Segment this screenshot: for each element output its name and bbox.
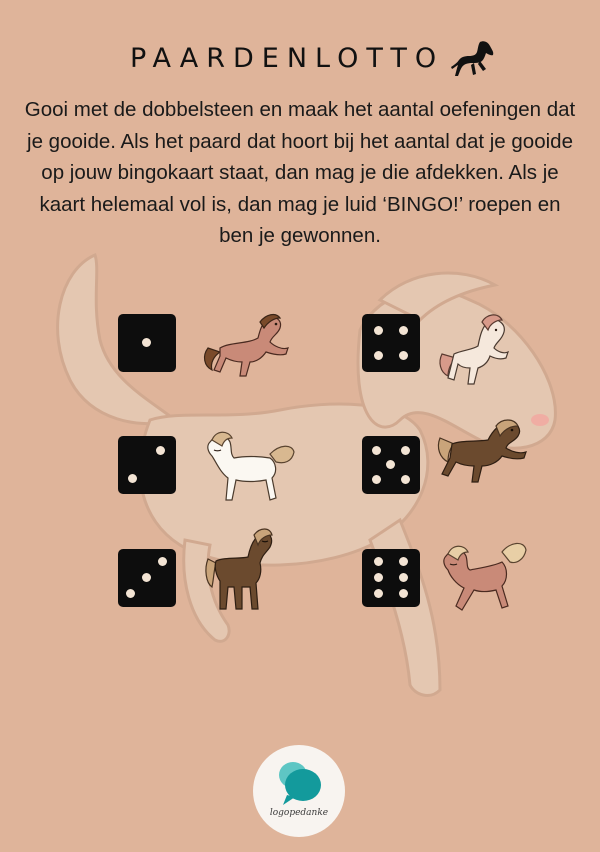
logo-text: logopedanke: [269, 808, 329, 818]
die-pip: [156, 446, 165, 455]
title-row: [130, 38, 496, 78]
die-pip: [399, 557, 408, 566]
die-pip: [126, 589, 135, 598]
page-title: PAARDENLOTTO: [130, 42, 445, 74]
die-pip: [142, 573, 151, 582]
horse-illustration-cream: [436, 310, 512, 390]
die-six: [362, 549, 420, 607]
die-pip: [372, 446, 381, 455]
die-pip: [374, 326, 383, 335]
die-pip: [386, 460, 395, 469]
die-pip: [374, 573, 383, 582]
die-pip: [399, 573, 408, 582]
die-pip: [401, 475, 410, 484]
die-pip: [142, 338, 151, 347]
die-pip: [128, 474, 137, 483]
die-pip: [374, 557, 383, 566]
die-two: [118, 436, 176, 494]
die-pip: [401, 446, 410, 455]
horse-illustration-white: [200, 422, 296, 504]
die-three: [118, 549, 176, 607]
die-five: [362, 436, 420, 494]
die-pip: [399, 351, 408, 360]
die-pip: [399, 589, 408, 598]
die-pip: [374, 351, 383, 360]
horse-silhouette-icon: [450, 38, 496, 78]
die-four: [362, 314, 420, 372]
horse-illustration-pink-cream-mane: [436, 540, 528, 618]
die-pip: [374, 589, 383, 598]
horse-illustration-brown-running: [436, 418, 530, 488]
logopedanke-logo: [253, 745, 345, 837]
die-pip: [372, 475, 381, 484]
horse-illustration-brown-standing: [202, 525, 282, 615]
die-one: [118, 314, 176, 372]
instructions-text: Gooi met de dobbelsteen en maak het aantal oefeningen dat je gooide. Als het paard dat hoort bij het aantal dat je gooide op jouw bingokaart staat, dan mag je die afdekken. Als je kaart helemaal vol is, dan mag je luid ‘BINGO!’ roepen en ben je gewonnen.: [24, 98, 576, 247]
die-pip: [158, 557, 167, 566]
horse-illustration-pink: [200, 308, 292, 383]
die-pip: [399, 326, 408, 335]
speech-bubble-logo-icon: [253, 745, 345, 837]
